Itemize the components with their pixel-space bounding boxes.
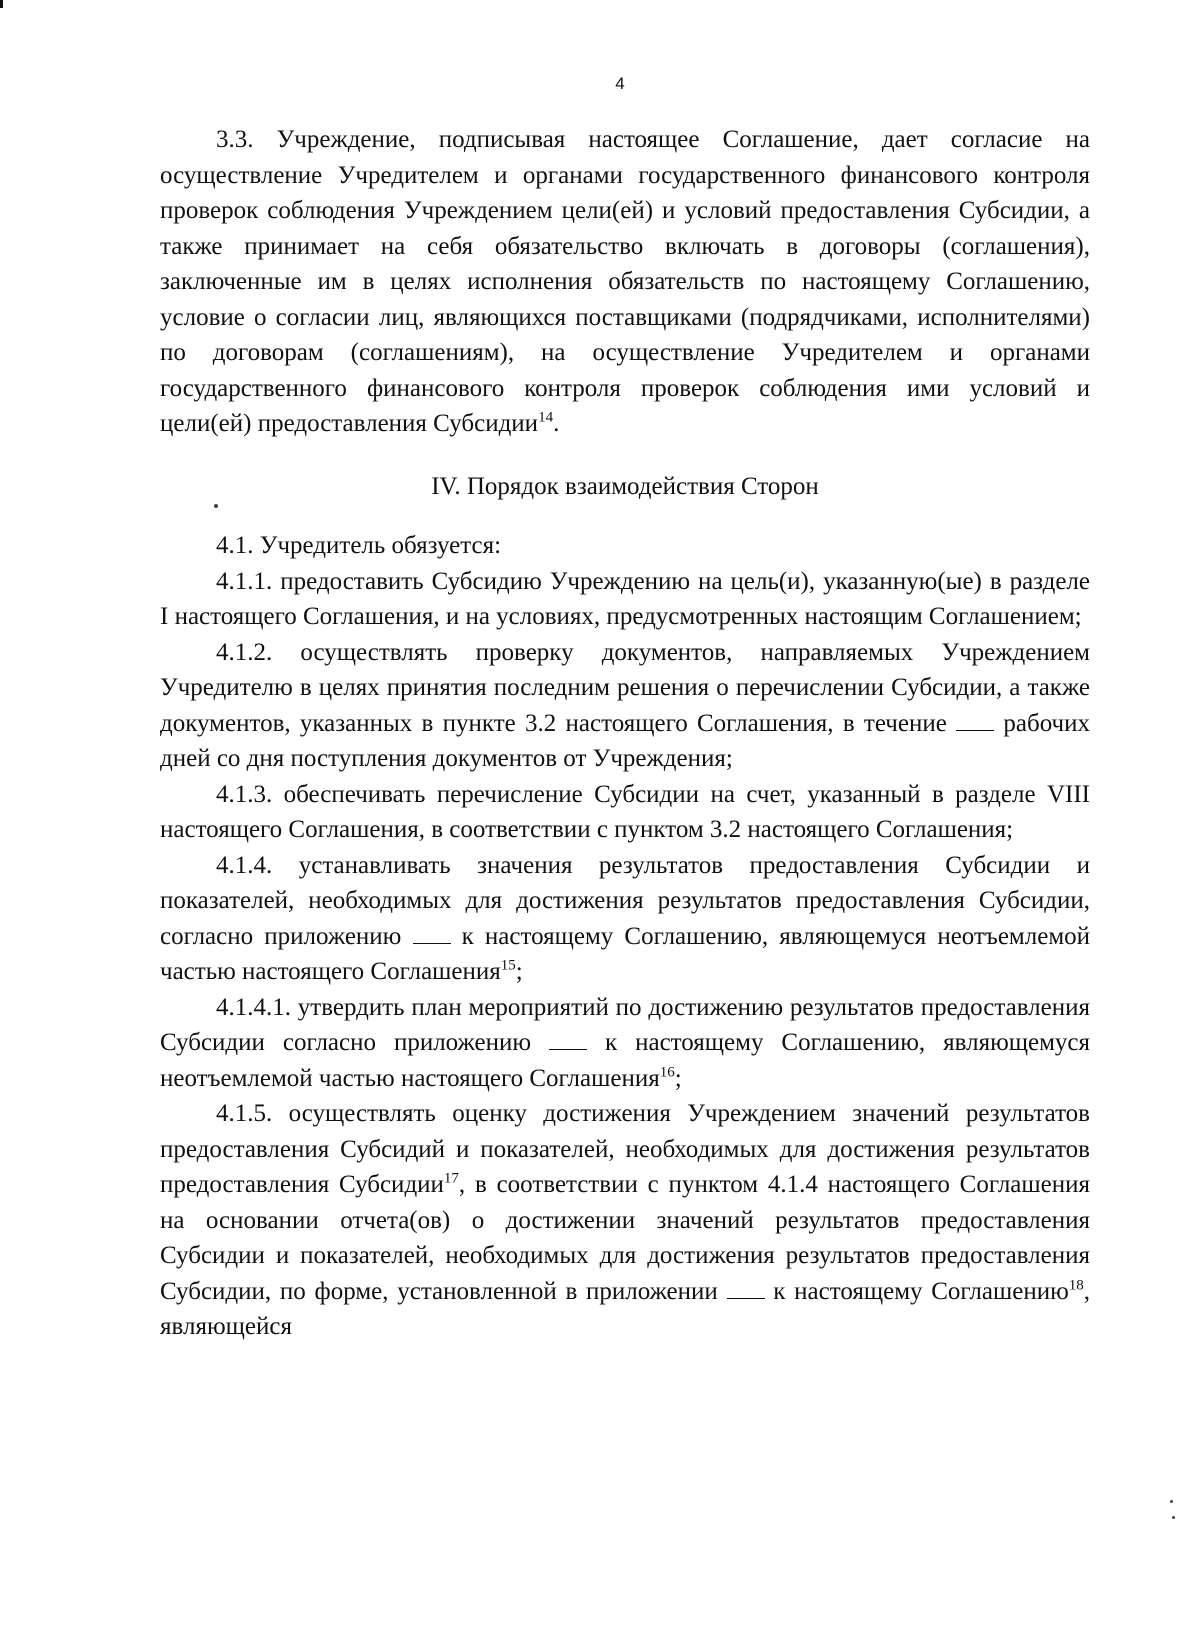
footnote-ref: 17 [443,1170,459,1187]
blank-field [727,1280,765,1299]
blank-field [549,1031,587,1050]
paragraph-text: , в соответствии с пунктом 4.1.4 настоящего Соглашения на основании отчета(ов) о достижении значений результатов предоставления Субсидии и показателей, необходимых для достижения результатов предоставления Субсидии, по форме, установленной в приложении [160,1171,1090,1305]
paragraph-text: к настоящему Соглашению, являющемуся неотъемлемой частью настоящего Соглашения [160,1029,1091,1092]
paragraph-end: ; [515,958,523,985]
scan-speck [1170,1500,1173,1503]
paragraph-text: 4.1.5. осуществлять оценку достижения Учреждением значений результатов предоставления Субсидий и показателей, необходимых для достижения результатов предоставления Субсидии [160,1100,1090,1198]
paragraph-4-1-2 [160,635,1090,777]
blank-field [956,712,994,731]
paragraph-4-1-3: 4.1.3. обеспечивать перечисление Субсидии на счет, указанный в разделе VIII настоящего Соглашения, в соответствии с пунктом 3.2 настоящего Соглашения; [160,780,1090,843]
paragraph-text: 4.1.2. осуществлять проверку документов, направляемых Учреждением Учредителю в целях принятия последним решения о перечислении Субсидии, а также документов, указанных в пункте 3.2 настоящего Соглашения, в течение [160,638,1090,737]
footnote-ref: 14 [538,409,554,426]
section-heading: IV. Порядок взаимодействия Сторон [431,472,819,500]
paragraph-text: к настоящему Соглашению, являющемуся неотъемлемой частью настоящего Соглашения [160,922,1091,985]
paragraph-4-1: 4.1. Учредитель обязуется: [216,532,502,559]
scan-speck [1172,1516,1175,1519]
paragraph-end: . [553,410,560,437]
paragraph-text: рабочих дней со дня поступления документов от Учреждения; [160,709,1091,772]
footnote-ref: 15 [500,957,516,974]
footnote-ref: 16 [659,1064,675,1081]
page-number: 4 [615,74,625,93]
scan-edge-mark [0,0,3,8]
paragraph-3-3 [160,122,1090,442]
paragraph-text: 4.1.4. устанавливать значения результатов предоставления Субсидии и показателей, необходимых для достижения результатов предоставления Субсидии, согласно приложению [160,851,1090,950]
paragraph-text: 4.1.4.1. утвердить план мероприятий по достижению результатов предоставления Субсидии согласно приложению [160,993,1090,1056]
paragraph-4-1-4-1 [160,990,1090,1097]
blank-field [413,925,451,944]
footnote-ref: 18 [1068,1277,1084,1294]
paragraph-end: ; [674,1064,682,1092]
paragraph-text: 3.3. Учреждение, подписывая настоящее Соглашение, дает согласие на осуществление Учредителем и органами государственного финансового контроля проверок соблюдения Учреждением цели(ей) и условий предоставления Субсидии, а также принимает на себя обязательство включать в договоры (соглашения), заключенные им в целях исполнения обязательств по настоящему Соглашению, условие о согласии лиц, являющихся поставщиками (подрядчиками, исполнителями) по договорам (соглашениям), на осуществление Учредителем и органами государственного финансового контроля проверок соблюдения ими условий и цели(ей) предоставления Субсидии [160,126,1090,437]
document-body [160,122,1090,1345]
paragraph-4-1-1: 4.1.1. предоставить Субсидию Учреждению на цель(и), указанную(ые) в разделе I настоящего Соглашения, и на условиях, предусмотренных настоящим Соглашением; [160,567,1090,630]
paragraph-4-1-5 [160,1096,1090,1345]
paragraph-text: к настоящему Соглашению [773,1277,1069,1305]
paragraph-4-1-4 [160,848,1090,990]
paragraph-text: , являющейся [160,1277,1091,1340]
